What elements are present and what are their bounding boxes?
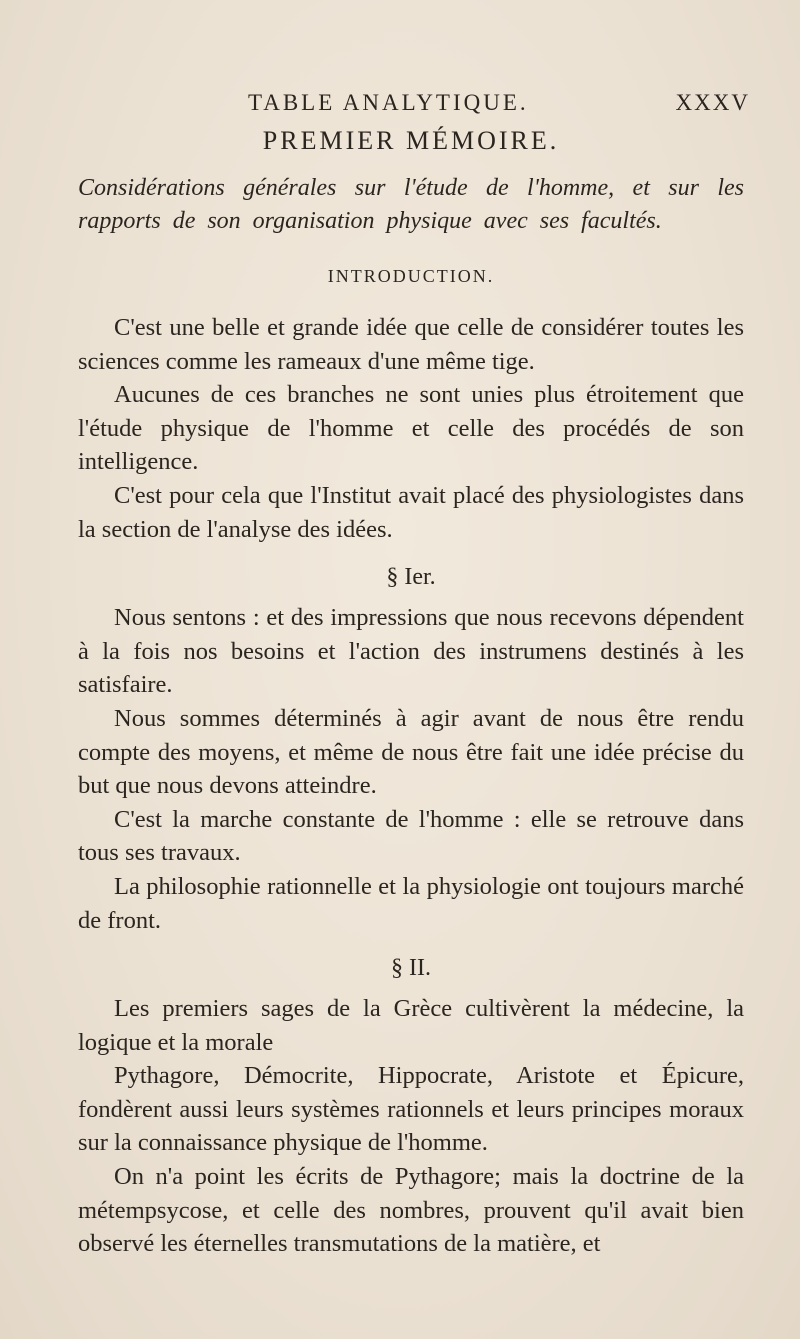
paragraph: On n'a point les écrits de Pythagore; mais la doctrine de la métempsycose, et celle des nombres, prouvent qu'il avait bien observé les éternelles transmutations de la matière, et [78,1163,744,1258]
section-2-body [78,992,744,1261]
paragraph: Aucunes de ces branches ne sont unies plus étroitement que l'étude physique de l'homme et celle des procédés de son intelligence. [78,381,744,476]
page-number: XXXV [675,90,750,115]
running-head-title: TABLE ANALYTIQUE. [248,90,529,115]
paragraph: C'est une belle et grande idée que celle de considérer toutes les sciences comme les rameaux d'une même tige. [78,314,744,375]
paragraph: C'est pour cela que l'Institut avait placé des physiologistes dans la section de l'analyse des idées. [78,481,744,543]
introduction-heading: INTRODUCTION. [327,266,495,286]
paragraph: Les premiers sages de la Grèce cultivèrent la médecine, la logique et la morale [78,995,744,1056]
section-heading-1: § Ier. [386,564,436,591]
memoir-title: PREMIER MÉMOIRE. [262,126,560,155]
introduction-body [78,311,744,546]
paragraph: Pythagore, Démocrite, Hippocrate, Aristote et Épicure, fondèrent aussi leurs systèmes rationnels et leurs principes moraux sur la connaissance physique de l'homme. [78,1062,744,1157]
running-head [248,90,750,116]
paragraph: C'est la marche constante de l'homme : elle se retrouve dans tous ses travaux. [78,805,744,867]
paragraph: Nous sentons : et des impressions que nous recevons dépendent à la fois nos besoins et l'action des instrumens destinés à les satisfaire. [78,604,744,699]
section-1-body [78,601,744,937]
paragraph: Nous sommes déterminés à agir avant de nous être rendu compte des moyens, et même de nous être fait une idée précise du but que nous devons atteindre. [78,704,744,800]
memoir-subtitle: Considérations générales sur l'étude de l'homme, et sur les rapports de son organisation physique avec ses facultés. [78,175,744,234]
section-heading-2: § II. [391,955,431,982]
paragraph: La philosophie rationnelle et la physiologie ont toujours marché de front. [78,872,744,934]
